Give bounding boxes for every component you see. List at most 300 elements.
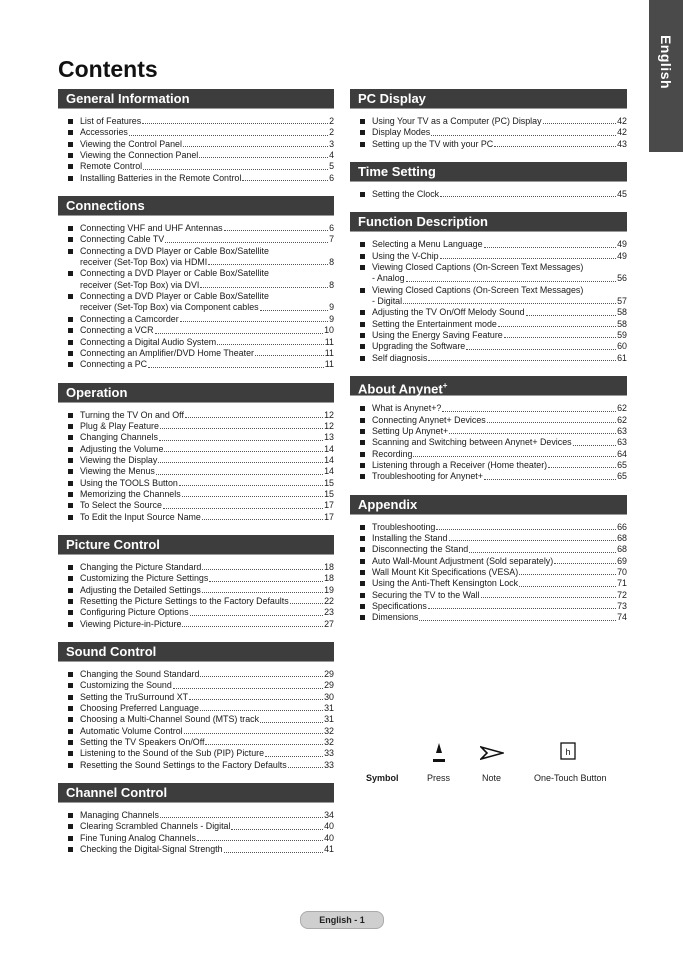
toc-entry[interactable]: [58, 512, 334, 523]
toc-entry[interactable]: [58, 714, 334, 725]
dot-leader: [428, 360, 616, 361]
section-heading: [58, 89, 334, 108]
toc-entry[interactable]: [58, 314, 334, 325]
toc-entry[interactable]: [58, 291, 334, 302]
dot-leader: [519, 574, 616, 575]
toc-entry[interactable]: [58, 268, 334, 279]
toc-entry[interactable]: [58, 359, 334, 370]
toc-page-number: 41: [324, 844, 334, 855]
toc-entry-continuation[interactable]: [58, 280, 334, 291]
toc-page-number: 27: [324, 618, 334, 629]
dot-leader: [189, 699, 323, 700]
section-heading-text: Time Setting: [358, 164, 436, 180]
toc-entry[interactable]: [58, 410, 334, 421]
toc-page-number: 71: [617, 578, 627, 589]
toc-entry[interactable]: [58, 669, 334, 680]
dot-leader: [208, 264, 328, 265]
toc-entry[interactable]: [58, 833, 334, 844]
section-heading: [350, 162, 627, 181]
toc-entry-title: Setting the TruSurround XT: [80, 691, 189, 702]
toc-page-number: 18: [324, 561, 334, 572]
toc-entry-title: Installing the Stand: [372, 532, 448, 543]
svg-text:h: h: [565, 747, 571, 757]
dot-leader: [498, 326, 616, 327]
toc-page-number: 6: [329, 172, 334, 183]
toc-entry[interactable]: [350, 471, 627, 482]
toc-entry[interactable]: [58, 607, 334, 618]
toc-entry[interactable]: [58, 821, 334, 832]
toc-entry[interactable]: [350, 307, 627, 318]
dot-leader: [260, 310, 328, 311]
toc-entry-title: Troubleshooting for Anynet+: [372, 471, 483, 482]
toc-entry-title: What is Anynet+?: [372, 403, 442, 414]
toc-entry[interactable]: [350, 522, 627, 533]
toc-entry[interactable]: [58, 246, 334, 257]
dot-leader: [543, 123, 617, 124]
legend-one-touch-label: One-Touch Button: [534, 773, 607, 783]
dot-leader: [160, 817, 323, 818]
toc-entry-title: Changing the Sound Standard: [80, 669, 200, 680]
toc-entry-title: Setting Up Anynet+: [372, 425, 449, 436]
dot-leader: [504, 337, 616, 338]
toc-page-number: 62: [617, 403, 627, 414]
toc-entry[interactable]: [350, 449, 627, 460]
toc-page-number: 68: [617, 532, 627, 543]
symbol-legend: [362, 742, 630, 790]
language-tab: [649, 0, 683, 152]
toc-entry[interactable]: [350, 460, 627, 471]
toc-entry-title: Listening through a Receiver (Home theater): [372, 459, 548, 470]
section-heading: [58, 783, 334, 802]
toc-entry[interactable]: [58, 596, 334, 607]
toc-entry[interactable]: [350, 353, 627, 364]
dot-leader: [484, 247, 617, 248]
dot-leader: [428, 608, 616, 609]
toc-entry-title: Setting up the TV with your PC: [372, 138, 494, 149]
toc-entry-title: Adjusting the Detailed Settings: [80, 584, 201, 595]
one-touch-button-icon: [560, 742, 576, 765]
dot-leader: [185, 417, 323, 418]
toc-entry[interactable]: [350, 330, 627, 341]
toc-page-number: 23: [324, 607, 334, 618]
toc-page-number: 12: [324, 409, 334, 420]
dot-leader: [160, 428, 323, 429]
toc-entry-title: Setting the Clock: [372, 189, 440, 200]
toc-entry-title: Connecting a VCR: [80, 325, 154, 336]
toc-page-number: 65: [617, 471, 627, 482]
toc-entry-title: Connecting VHF and UHF Antennas: [80, 223, 223, 234]
toc-entry[interactable]: [58, 562, 334, 573]
toc-entry[interactable]: [58, 466, 334, 477]
dot-leader: [436, 529, 616, 530]
toc-entry[interactable]: [58, 478, 334, 489]
toc-entry[interactable]: [350, 251, 627, 262]
toc-entry[interactable]: [350, 341, 627, 352]
toc-entry[interactable]: [58, 455, 334, 466]
toc-page-number: 65: [617, 459, 627, 470]
toc-page-number: 43: [617, 138, 627, 149]
section-heading-text: Appendix: [358, 496, 418, 512]
language-tab-label: English: [658, 34, 674, 90]
toc-page-number: 32: [324, 725, 334, 736]
toc-entry-title: Using the Energy Saving Feature: [372, 330, 503, 341]
toc-page-number: 29: [324, 680, 334, 691]
section-heading: [58, 383, 334, 402]
toc-entry-title: Self diagnosis: [372, 352, 428, 363]
toc-entry-title: Troubleshooting: [372, 521, 436, 532]
toc-page-number: 59: [617, 330, 627, 341]
toc-entry-title: Recording: [372, 448, 413, 459]
toc-entry-title: Managing Channels: [80, 810, 159, 821]
right-column: [350, 89, 627, 636]
toc-entry-title: Connecting a DVD Player or Cable Box/Satellite: [80, 268, 269, 279]
toc-entry[interactable]: [58, 444, 334, 455]
toc-entry-title-continued: - Digital: [372, 296, 403, 307]
dot-leader: [209, 581, 323, 582]
toc-page-number: 2: [329, 127, 334, 138]
toc-entry[interactable]: [350, 403, 627, 414]
toc-entry[interactable]: [350, 578, 627, 589]
toc-entry-title: Disconnecting the Stand: [372, 544, 469, 555]
toc-section: [58, 196, 334, 370]
toc-section: [350, 212, 627, 364]
toc-page-number: 45: [617, 189, 627, 200]
toc-entry-title: Choosing a Multi-Channel Sound (MTS) track: [80, 714, 260, 725]
toc-entry-title: Viewing the Display: [80, 454, 158, 465]
toc-page-number: 74: [617, 612, 627, 623]
toc-entry-title: Connecting a Digital Audio System: [80, 336, 217, 347]
toc-page-number: 3: [329, 138, 334, 149]
legend-press-label: Press: [427, 773, 451, 783]
toc-entry-title: Customizing the Sound: [80, 680, 172, 691]
toc-entry[interactable]: [350, 189, 627, 200]
dot-leader: [164, 451, 323, 452]
section-heading-text: Connections: [66, 198, 145, 214]
section-heading-text: Function Description: [358, 214, 488, 230]
press-icon: [433, 742, 445, 769]
toc-page-number: 11: [324, 359, 334, 370]
toc-section: [350, 376, 627, 482]
dot-leader: [419, 620, 616, 621]
toc-page-number: 33: [324, 759, 334, 770]
page-number-footer: English - 1: [300, 911, 384, 929]
toc-list: [58, 669, 334, 771]
section-heading-text: Operation: [66, 384, 128, 400]
dot-leader: [494, 146, 616, 147]
toc-list: [350, 189, 627, 200]
toc-page-number: 5: [329, 161, 334, 172]
toc-entry[interactable]: [58, 737, 334, 748]
dot-leader: [519, 586, 616, 587]
section-heading: [58, 642, 334, 661]
toc-entry-title-continued: receiver (Set-Top Box) via HDMI: [80, 257, 208, 268]
toc-entry-title: Fine Tuning Analog Channels: [80, 832, 196, 843]
toc-entry-title: Resetting the Picture Settings to the Factory Defaults: [80, 596, 289, 606]
toc-entry[interactable]: [350, 612, 627, 623]
toc-page-number: 33: [324, 748, 334, 759]
toc-entry-title: Customizing the Picture Settings: [80, 573, 209, 584]
left-column: [58, 89, 334, 868]
toc-entry[interactable]: [350, 544, 627, 555]
dot-leader: [159, 440, 323, 441]
toc-entry[interactable]: [350, 590, 627, 601]
toc-entry[interactable]: [58, 680, 334, 691]
section-heading-text: Sound Control: [66, 644, 157, 660]
toc-page-number: 73: [617, 600, 627, 611]
dot-leader: [413, 456, 616, 457]
toc-entry-title: Using Your TV as a Computer (PC) Display: [372, 116, 542, 126]
dot-leader: [487, 422, 616, 423]
toc-page-number: 6: [329, 223, 334, 234]
toc-entry-title: Adjusting the Volume: [80, 443, 164, 454]
toc-entry[interactable]: [350, 601, 627, 612]
dot-leader: [440, 258, 617, 259]
toc-page-number: 58: [617, 318, 627, 329]
toc-entry-title: Connecting Cable TV: [80, 234, 165, 245]
toc-entry[interactable]: [58, 116, 334, 127]
toc-entry-continuation[interactable]: [58, 257, 334, 268]
dot-leader: [255, 355, 324, 356]
toc-page-number: 68: [617, 544, 627, 555]
toc-list: [350, 522, 627, 624]
toc-entry[interactable]: [58, 692, 334, 703]
toc-section: [350, 89, 627, 150]
dot-leader: [156, 474, 323, 475]
dot-leader: [202, 519, 323, 520]
toc-entry[interactable]: [350, 533, 627, 544]
toc-section: [350, 162, 627, 200]
section-heading-text: Channel Control: [66, 785, 168, 801]
toc-section: [58, 383, 334, 523]
toc-entry-title: Upgrading the Software: [372, 341, 466, 352]
toc-entry[interactable]: [58, 726, 334, 737]
toc-entry-title: Securing the TV to the Wall: [372, 589, 480, 600]
dot-leader: [143, 169, 328, 170]
dot-leader: [183, 146, 328, 147]
toc-section: [350, 495, 627, 624]
section-heading-text: Picture Control: [66, 536, 160, 552]
toc-page-number: 29: [324, 669, 334, 680]
dot-leader: [182, 496, 323, 497]
dot-leader: [199, 157, 328, 158]
toc-entry[interactable]: [58, 489, 334, 500]
toc-entry[interactable]: [58, 150, 334, 161]
toc-page-number: 17: [324, 511, 334, 522]
toc-entry[interactable]: [350, 285, 627, 296]
toc-entry-title: Specifications: [372, 600, 427, 611]
toc-entry-title: Setting the Entertainment mode: [372, 318, 497, 329]
toc-entry-title: List of Features: [80, 116, 142, 126]
dot-leader: [526, 315, 617, 316]
toc-entry[interactable]: [58, 223, 334, 234]
toc-section: [58, 89, 334, 184]
dot-leader: [548, 467, 616, 468]
toc-entry[interactable]: [58, 573, 334, 584]
toc-page-number: 11: [324, 347, 334, 358]
dot-leader: [224, 230, 328, 231]
toc-page-number: 49: [617, 239, 627, 250]
toc-page-number: 66: [617, 521, 627, 532]
toc-entry[interactable]: [58, 703, 334, 714]
toc-entry-title: Configuring Picture Options: [80, 607, 189, 618]
toc-page-number: 62: [617, 414, 627, 425]
toc-entry[interactable]: [58, 234, 334, 245]
toc-page-number: 42: [617, 116, 627, 126]
toc-page-number: 22: [324, 596, 334, 606]
dot-leader: [148, 367, 324, 368]
dot-leader: [173, 688, 323, 689]
toc-entry-title: Auto Wall-Mount Adjustment (Sold separately): [372, 555, 554, 566]
toc-entry[interactable]: [350, 139, 627, 150]
toc-entry-title: Turning the TV On and Off: [80, 409, 184, 420]
toc-entry[interactable]: [58, 619, 334, 630]
toc-entry-continuation[interactable]: [350, 296, 627, 307]
toc-entry[interactable]: [58, 585, 334, 596]
dot-leader: [442, 411, 616, 412]
toc-entry[interactable]: [58, 337, 334, 348]
toc-entry[interactable]: [350, 239, 627, 250]
section-heading-text: About Anynet: [358, 381, 443, 397]
toc-entry[interactable]: [350, 262, 627, 273]
dot-leader: [202, 569, 323, 570]
toc-entry-title: To Select the Source: [80, 500, 162, 511]
toc-page-number: 11: [324, 336, 334, 347]
toc-entry[interactable]: [58, 500, 334, 511]
toc-entry[interactable]: [58, 748, 334, 759]
toc-entry-title: Clearing Scrambled Channels - Digital: [80, 821, 231, 832]
toc-entry-title: Connecting a DVD Player or Cable Box/Satellite: [80, 245, 269, 256]
dot-leader: [165, 242, 328, 243]
section-heading-text: PC Display: [358, 91, 426, 106]
toc-page-number: 32: [324, 737, 334, 748]
toc-entry[interactable]: [58, 325, 334, 336]
dot-leader: [288, 767, 323, 768]
toc-entry-title: Using the Anti-Theft Kensington Lock: [372, 578, 519, 589]
toc-entry-title: Viewing the Connection Panel: [80, 150, 199, 161]
legend-symbol-label: Symbol: [366, 773, 399, 783]
toc-entry-title: Connecting a PC: [80, 359, 148, 370]
toc-entry[interactable]: [350, 567, 627, 578]
toc-entry[interactable]: [58, 173, 334, 184]
dot-leader: [197, 840, 323, 841]
dot-leader: [440, 196, 616, 197]
toc-page-number: 8: [329, 257, 334, 268]
toc-entry[interactable]: [58, 421, 334, 432]
toc-page-number: 58: [617, 307, 627, 318]
toc-list: [350, 403, 627, 482]
dot-leader: [469, 552, 616, 553]
toc-entry[interactable]: [58, 139, 334, 150]
toc-entry[interactable]: [58, 760, 334, 771]
toc-entry-title: Changing the Picture Standard: [80, 561, 202, 572]
toc-section: [58, 642, 334, 771]
toc-entry[interactable]: [350, 426, 627, 437]
dot-leader: [466, 349, 616, 350]
toc-page-number: 7: [329, 234, 334, 245]
toc-entry[interactable]: [350, 415, 627, 426]
toc-page-number: 17: [324, 500, 334, 511]
toc-list: [58, 562, 334, 630]
toc-entry[interactable]: [58, 844, 334, 855]
dot-leader: [180, 321, 328, 322]
toc-entry-title: Setting the TV Speakers On/Off: [80, 737, 205, 748]
toc-entry[interactable]: [350, 319, 627, 330]
toc-page-number: 31: [324, 714, 334, 725]
toc-entry[interactable]: [350, 437, 627, 448]
toc-entry[interactable]: [58, 432, 334, 443]
toc-page-number: 63: [617, 437, 627, 448]
section-heading: [350, 212, 627, 231]
toc-entry-title: Connecting an Amplifier/DVD Home Theater: [80, 347, 254, 358]
section-heading: [350, 89, 627, 108]
toc-entry-title: Connecting Anynet+ Devices: [372, 414, 486, 425]
dot-leader: [200, 710, 323, 711]
toc-entry-continuation[interactable]: [58, 302, 334, 313]
toc-page-number: 49: [617, 250, 627, 261]
section-heading-text: General Information: [66, 91, 190, 106]
toc-entry[interactable]: [58, 348, 334, 359]
toc-list: [58, 410, 334, 523]
toc-entry-title: Using the V-Chip: [372, 250, 439, 261]
dot-leader: [431, 135, 616, 136]
toc-page-number: 14: [324, 454, 334, 465]
toc-entry-title: Checking the Digital-Signal Strength: [80, 844, 223, 855]
toc-section: [58, 535, 334, 630]
toc-page-number: 34: [324, 810, 334, 821]
legend-note-label: Note: [482, 773, 502, 783]
dot-leader: [449, 540, 617, 541]
toc-entry-title: Connecting a Camcorder: [80, 313, 179, 324]
toc-entry[interactable]: [350, 127, 627, 138]
toc-page-number: 42: [617, 127, 627, 138]
toc-entry[interactable]: [58, 810, 334, 821]
toc-entry-title: Plug & Play Feature: [80, 420, 159, 431]
toc-page-number: 56: [617, 273, 627, 284]
dot-leader: [163, 508, 323, 509]
toc-entry[interactable]: [58, 127, 334, 138]
toc-list: [58, 810, 334, 855]
toc-page-number: 63: [617, 425, 627, 436]
toc-page-number: 9: [329, 302, 334, 313]
toc-page-number: 60: [617, 341, 627, 352]
toc-entry[interactable]: [350, 556, 627, 567]
toc-page-number: 10: [324, 325, 334, 336]
toc-page-number: 70: [617, 566, 627, 577]
toc-list: [58, 223, 334, 370]
toc-entry[interactable]: [350, 116, 627, 127]
toc-entry-title: Remote Control: [80, 161, 143, 172]
toc-entry-title: Resetting the Sound Settings to the Factory Defaults: [80, 759, 287, 770]
toc-page-number: 19: [324, 584, 334, 595]
toc-entry-title: Using the TOOLS Button: [80, 477, 178, 488]
dot-leader: [554, 563, 616, 564]
dot-leader: [403, 303, 616, 304]
toc-page-number: 61: [617, 352, 627, 363]
dot-leader: [217, 344, 324, 345]
toc-entry-continuation[interactable]: [350, 273, 627, 284]
toc-page-number: 15: [324, 488, 334, 499]
section-heading-superscript: +: [442, 381, 448, 391]
dot-leader: [224, 852, 324, 853]
toc-page-number: 72: [617, 589, 627, 600]
toc-entry-title: Listening to the Sound of the Sub (PIP) Picture: [80, 748, 265, 759]
toc-entry-title: Connecting a DVD Player or Cable Box/Satellite: [80, 291, 269, 302]
dot-leader: [202, 592, 323, 593]
toc-entry[interactable]: [58, 161, 334, 172]
toc-entry-title: To Edit the Input Source Name: [80, 511, 201, 522]
dot-leader: [265, 756, 323, 757]
toc-entry-title-continued: receiver (Set-Top Box) via Component cables: [80, 302, 259, 313]
